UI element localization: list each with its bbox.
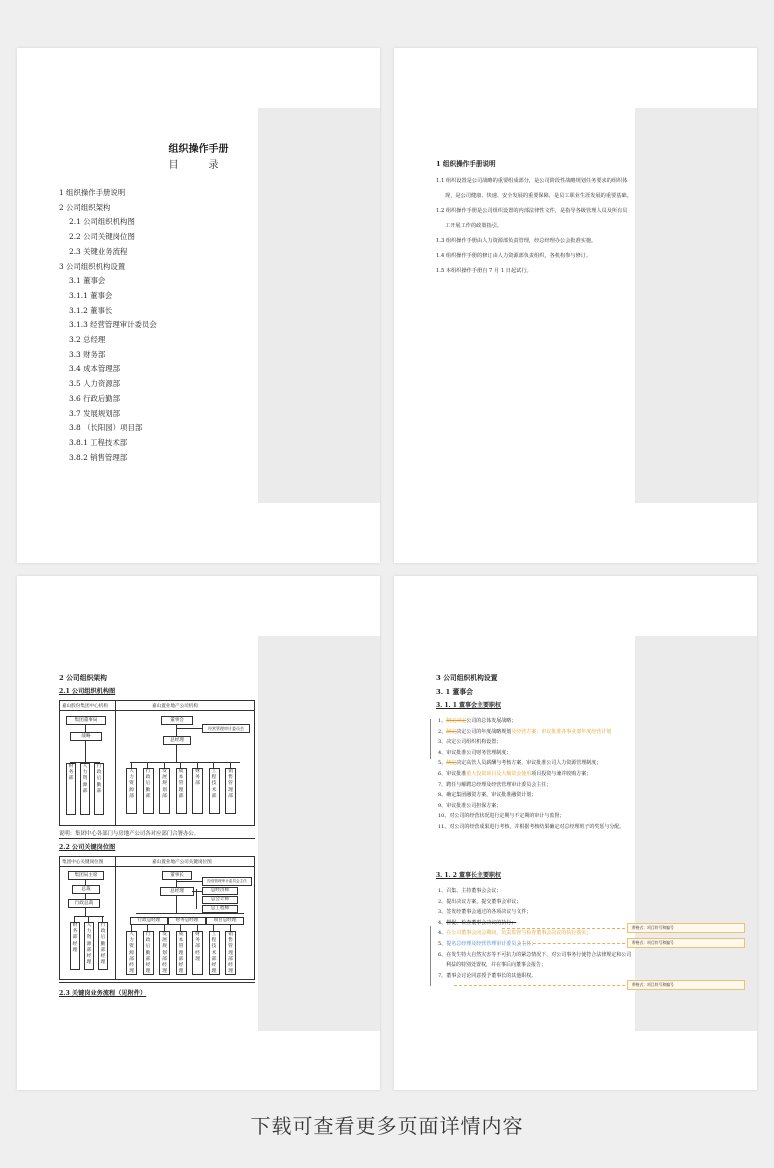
item-text: 项目投资与兼并收购方案；: [531, 770, 592, 777]
list-item: [438, 886, 634, 897]
group-chair-box: 集团局主席: [68, 871, 104, 880]
item-number: 11、: [438, 823, 450, 830]
group-dept-box: 行政后勤部: [94, 763, 104, 815]
org-chart-note: 说明：集团中心各部门与房地产公司各对应部门合署办公。: [59, 831, 200, 837]
item-number: 7、: [438, 972, 447, 979]
org-chart-right-header: 嘉山置业地产公司机构: [152, 704, 198, 709]
section-2-2-heading: 2.2 公司关键岗位图: [59, 844, 116, 851]
group-dept-box: 财务部: [66, 763, 76, 815]
section-3-1-heading: 3. 1 董事会: [436, 688, 473, 696]
toc-entry[interactable]: 3.6 行政后勤部: [69, 393, 121, 403]
item-text: 审议批准: [446, 770, 467, 777]
page-1-table-of-contents: [17, 48, 380, 563]
list-item: [438, 748, 634, 759]
group-admin-box: 行政总裁: [68, 899, 100, 908]
org-chart: [59, 700, 255, 826]
change-bar: [430, 719, 431, 759]
inserted-text: 重大投资项目及大额资金使用: [466, 770, 532, 777]
item-number: 4、: [438, 749, 447, 756]
toc-entry[interactable]: 3 公司组织机构设置: [59, 261, 126, 271]
key-position-chart: [59, 856, 255, 980]
item-number: 1、: [438, 888, 447, 894]
page-2-manual-notes: [394, 48, 757, 563]
role-box: 发展规划部经理: [159, 931, 170, 975]
group-role-box: 人力资源部经理: [84, 922, 94, 970]
section-2-1-heading: 2.1 公司组织机构图: [59, 688, 116, 695]
connector-line: [230, 924, 231, 931]
notes-item: 1.5 本组织操作手册自 7 月 1 日起试行。: [436, 268, 532, 274]
chair-box: 董事长: [162, 871, 192, 880]
toc-entry[interactable]: 3.3 财务部: [69, 349, 106, 359]
board-powers-list: [438, 716, 634, 833]
item-text: 对公司的经营状况进行定期与不定期的审计与监督；: [449, 813, 565, 820]
deputy-box: 总会计师: [202, 896, 238, 904]
item-number: 3、: [438, 909, 447, 916]
toc-entry[interactable]: 2.3 关键业务流程: [69, 246, 128, 256]
toc-entry[interactable]: 3.2 总经理: [69, 335, 106, 345]
change-bar-2: [430, 926, 431, 986]
role-box: 行政后勤部经理: [143, 931, 154, 975]
page-3-org-structure: [17, 576, 380, 1090]
list-item: [438, 928, 634, 939]
group-strategy-box: 战略: [70, 732, 102, 741]
director-box: 项目总经理: [206, 917, 244, 925]
toc-entry[interactable]: 3.4 成本管理部: [69, 364, 121, 374]
page-3-shade-panel: [258, 636, 380, 1031]
connector-line: [180, 924, 181, 931]
item-text: 决定高管人员薪酬与考核方案，审议批准公司人力资源管理制度；: [456, 760, 602, 767]
group-dept-box: 人力资源部: [80, 763, 90, 815]
deleted-text: 制定: [446, 728, 457, 735]
chairman-powers-list: [438, 886, 634, 981]
item-number: 2、: [438, 898, 447, 905]
role-box: 工程技术部经理: [209, 931, 220, 975]
dept-box: 财务部: [192, 768, 203, 814]
connector-line: [164, 924, 165, 931]
notes-item: 1.4 组织操作手册的修订由人力资源部负责组织，各机构参与修订。: [436, 253, 592, 259]
list-item: [438, 737, 634, 748]
audit-director-box: 经营管理审计委员会主任: [202, 877, 252, 886]
deleted-text: 制定: [446, 760, 457, 767]
list-item: [438, 716, 634, 727]
item-number: 3、: [438, 739, 447, 746]
list-item: [438, 971, 634, 982]
page-2-shade-panel: [635, 108, 757, 503]
list-item: [438, 811, 634, 822]
item-number: 4、: [438, 930, 447, 937]
item-number: 1、: [438, 718, 447, 724]
list-item: [438, 939, 634, 950]
general-manager-position-box: 总经理: [160, 887, 194, 896]
item-text: 签发经董事会通过的各项决议与文件；: [446, 909, 532, 916]
role-box: 财务部经理: [192, 931, 203, 975]
list-item: [438, 897, 634, 908]
director-box: 行政总经理: [130, 917, 168, 925]
toc-entry[interactable]: 3.7 发展规划部: [69, 408, 121, 418]
comment-connector: [518, 943, 630, 944]
director-box: 财务总经理: [168, 917, 206, 925]
role-box: 销售管理部经理: [225, 931, 236, 975]
item-number: 5、: [438, 760, 447, 767]
toc-entry[interactable]: 2 公司组织架构: [59, 202, 111, 212]
group-president-box: 总裁: [72, 885, 100, 894]
role-box: 成本管理部经理: [176, 931, 187, 975]
list-item: [438, 727, 634, 738]
section-2-3-heading: 2.3 关键岗业务流程（见附件）: [59, 990, 147, 997]
toc-entry[interactable]: 3.1.3 经营管理审计委员会: [69, 320, 157, 330]
toc-entry[interactable]: 3.8.1 工程技术部: [69, 437, 128, 447]
list-item: [438, 907, 634, 918]
toc-entry[interactable]: 3.8.2 销售管理部: [69, 452, 128, 462]
item-text: 召集、主持董事会会议；: [446, 888, 502, 894]
item-text: 公司的总体发展战略；: [466, 718, 517, 724]
list-item: [438, 769, 634, 780]
toc-entry[interactable]: 3.1.1 董事会: [69, 290, 113, 300]
notes-item: 1.3 组织操作手册由人力资源部负责管理，经总经理办公会批准实施。: [436, 238, 597, 244]
dept-box: 成本管理部: [176, 768, 187, 814]
item-text: 聘任与解聘总经理及经营管理审计委员会主任；: [446, 781, 552, 788]
item-number: 7、: [438, 781, 447, 788]
toc-entry[interactable]: 2.2 公司关键岗位图: [69, 232, 135, 242]
inserted-text: 及经营方案；审议批准各事业部年度经营计划: [511, 728, 612, 735]
deputy-box: 总经济师: [202, 887, 238, 895]
item-number: 4、: [438, 919, 447, 926]
list-item: [438, 780, 634, 791]
item-text: 在发生特大自然灾害等不可抗力的紧急情况下，对公司事务行使符合法律规定和公司利益的特别处置权，并在事后向董事会报告；: [446, 951, 632, 969]
dept-box: 工程技术部: [209, 768, 220, 814]
connector-line: [197, 924, 198, 931]
role-box: 人力资源部经理: [126, 931, 137, 975]
group-role-box: 财务部经理: [70, 922, 80, 970]
group-role-box: 行政后勤部经理: [98, 922, 108, 970]
position-chart-right-header: 嘉山置业地产公司关键岗位图: [152, 860, 212, 865]
section-2-heading: 2 公司组织架构: [59, 674, 107, 682]
list-item: [438, 918, 634, 929]
item-number: 2、: [438, 728, 447, 735]
section-3-1-2-heading: 3. 1. 2 董事长主要职权: [436, 872, 501, 879]
item-number: 8、: [438, 792, 447, 799]
dept-box: 人力资源部: [126, 768, 137, 814]
dept-box: 发展规划部: [159, 768, 170, 814]
page-4-org-setup: [394, 576, 757, 1090]
comment-balloon[interactable]: 带格式：项目符号和编号: [627, 980, 745, 990]
item-text: 督促、检查董事会决议的执行；: [446, 919, 517, 926]
group-board-box: 集团董事局: [66, 716, 106, 725]
toc-entry[interactable]: 1 组织操作手册说明: [59, 188, 126, 197]
comment-balloon[interactable]: 带格式：项目符号和编号: [627, 938, 745, 948]
comment-connector: [454, 985, 630, 986]
toc-entry[interactable]: 2.1 公司组织机构图: [69, 217, 135, 227]
connector-line: [147, 924, 148, 931]
section-1-heading: 1 组织操作手册说明: [436, 160, 496, 168]
position-chart-left-header: 集团中心关键岗位图: [62, 860, 104, 865]
item-text: 决定公司的年度战略规划: [456, 728, 512, 735]
page-4-shade-panel: [635, 636, 757, 1031]
item-text: 董事会讨论同意授予董事长的其他职权。: [446, 972, 537, 979]
item-number: 5、: [438, 940, 447, 947]
toc-entry[interactable]: 3.1 董事会: [69, 276, 106, 286]
item-number: 6、: [438, 951, 447, 958]
manual-title: 组织操作手册: [168, 144, 229, 155]
toc-entry[interactable]: 3.8 （长阳园）项目部: [69, 423, 143, 433]
comment-balloon[interactable]: 带格式：项目符号和编号: [627, 923, 745, 933]
dept-box: 行政后勤部: [143, 768, 154, 814]
board-box: 董事会: [161, 716, 193, 725]
item-number: 10、: [438, 813, 450, 820]
toc-list: [59, 186, 157, 465]
notes-item: 1.1 组织设置是公司战略的重要组成部分，是公司阶段性战略规划任务要求的组织体现，是公司健康、快速、安全发展的重要保障，是员工职业生涯发展的重要基础。: [436, 178, 632, 199]
list-item: [438, 950, 634, 971]
deputy-box: 总工程师: [202, 905, 238, 913]
toc-subtitle: 目 录: [168, 160, 229, 171]
list-item: [438, 801, 634, 812]
item-text: 提出决议方案，提交董事会审议；: [446, 898, 522, 905]
comment-connector: [502, 928, 630, 929]
dept-box: 销售管理部: [225, 768, 236, 814]
general-manager-box: 总经理: [163, 736, 191, 745]
item-text: 审议批准公司财务管理制度；: [446, 749, 512, 756]
item-text: 确定集团融资方案，审议批准融资计划；: [446, 792, 537, 799]
download-prompt[interactable]: 下载可查看更多页面详情内容: [250, 1114, 524, 1138]
connector-line: [213, 924, 214, 931]
section-1-items: [436, 174, 632, 279]
list-item: [438, 758, 634, 769]
list-item: [438, 822, 634, 833]
item-number: 9、: [438, 802, 447, 809]
notes-item: 1.2 组织操作手册是公司组织设置的内部法律性文件，是指导各级管理人员及所有员工开展工作的政策指引。: [436, 208, 628, 229]
section-3-heading: 3 公司组织机构设置: [436, 674, 498, 682]
item-number: 6、: [438, 770, 447, 777]
audit-committee-box: 经营管理审计委员会: [202, 724, 250, 733]
toc-entry[interactable]: 3.5 人力资源部: [69, 379, 121, 389]
deleted-text: 制定决定: [446, 718, 467, 724]
list-item: [438, 790, 634, 801]
toc-entry[interactable]: 3.1.2 董事长: [69, 305, 113, 315]
item-text: 提名总经理及经营管理审计委员会主任；: [446, 940, 537, 947]
item-text: 在公司董事会闭会期间，负责监督与检查董事会决议的执行落实；: [446, 930, 592, 937]
item-text: 决定公司组织机构设置；: [446, 739, 502, 746]
org-chart-left-header: 嘉山股份集团中心机构: [62, 704, 108, 709]
item-text: 对公司的经营成果进行考核，并根据考核结果确定对总经理班子的奖惩与分配。: [449, 823, 625, 830]
section-3-1-1-heading: 3. 1. 1 董事会主要职权: [436, 702, 501, 709]
connector-line: [131, 924, 132, 931]
item-text: 审议批准公司担保方案；: [446, 802, 502, 809]
